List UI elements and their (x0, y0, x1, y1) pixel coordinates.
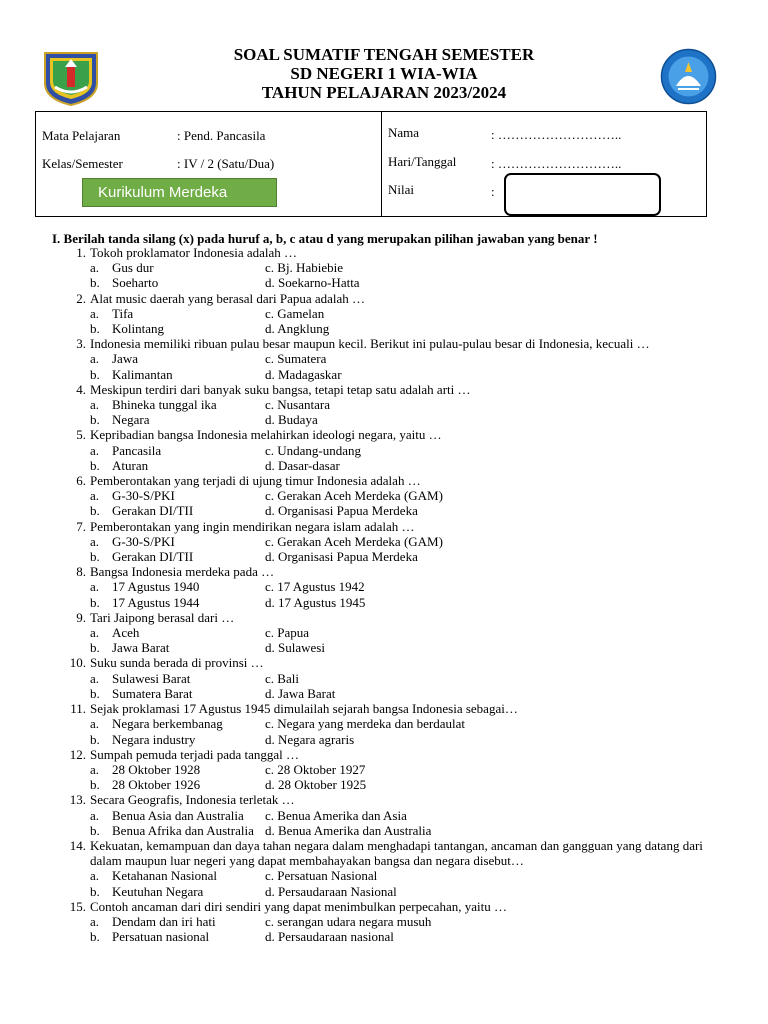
score-box[interactable] (504, 173, 661, 216)
question-text: Sejak proklamasi 17 Agustus 1945 dimulailah sejarah bangsa Indonesia sebagai… (90, 701, 518, 717)
question-number: 7. (76, 518, 86, 534)
option-a[interactable]: Pancasila (112, 442, 162, 458)
option-b[interactable]: Jawa Barat (112, 640, 170, 656)
question-number: 11. (70, 701, 86, 717)
option-d[interactable]: d. Dasar-dasar (265, 457, 340, 473)
question-text: Tari Jaipong berasal dari … (90, 609, 235, 625)
question-text: Pemberontakan yang terjadi di ujung timur Indonesia adalah … (90, 473, 421, 489)
academic-year: TAHUN PELAJARAN 2023/2024 (261, 83, 507, 102)
option-d[interactable]: d. Persaudaraan nasional (265, 929, 394, 945)
option-d[interactable]: d. Jawa Barat (265, 685, 336, 701)
option-b[interactable]: 28 Oktober 1926 (112, 777, 201, 793)
option-a[interactable]: Gus dur (112, 260, 154, 276)
option-b[interactable]: Negara (112, 412, 150, 428)
question-number: 10. (69, 655, 86, 671)
option-c[interactable]: c. Sumatera (265, 351, 327, 367)
option-a[interactable]: 17 Agustus 1940 (112, 579, 200, 595)
student-info-box (35, 111, 707, 217)
question-number: 15. (69, 898, 86, 914)
option-a[interactable]: Tifa (112, 305, 134, 321)
option-a[interactable]: Jawa (112, 351, 138, 367)
question-item: 14. Kekuatan, kemampuan dan daya tahan negara dalam menghadapi tantangan, ancaman dan gangguan yang datang dari dalam maupun luar negeri yang dapat membahayakan bangsa dan negara disebut… a. Ketahanan Nasional c. Persatuan Nasional b. Keutuhan Negara d. Persaudaraan Nasional (40, 838, 730, 899)
score-label: Nilai (388, 182, 414, 197)
question-text: Pemberontakan yang ingin mendirikan negara islam adalah … (90, 518, 415, 534)
question-number: 3. (76, 336, 86, 352)
option-d[interactable]: d. 28 Oktober 1925 (265, 777, 367, 793)
question-text: Kepribadian bangsa Indonesia melahirkan ideologi negara, yaitu … (90, 427, 442, 443)
option-b[interactable]: Sumatera Barat (112, 685, 193, 701)
option-a[interactable]: Aceh (112, 625, 140, 641)
regency-emblem-logo (41, 47, 101, 107)
question-item: 12. Sumpah pemuda terjadi pada tanggal … a. 28 Oktober 1928 c. 28 Oktober 1927 b. 28 Oktober 1926 d. 28 Oktober 1925 (40, 747, 730, 793)
day-date-field[interactable]: : ……………………….. (491, 156, 622, 171)
option-b[interactable]: Kalimantan (112, 366, 173, 382)
class-semester-label: Kelas/Semester (42, 156, 123, 171)
option-d[interactable]: d. Madagaskar (265, 366, 342, 382)
option-a[interactable]: Benua Asia dan Australia (112, 807, 244, 823)
question-item: 4. Meskipun terdiri dari banyak suku bangsa, tetapi tetap satu adalah arti … a. Bhineka tunggal ika c. Nusantara b. Negara d. Budaya (40, 382, 730, 428)
option-a[interactable]: G-30-S/PKI (112, 488, 175, 504)
section-instruction: I. Berilah tanda silang (x) pada huruf a, b, c atau d yang merupakan pilihan jawaban yang benar ! (52, 231, 598, 246)
option-c[interactable]: c. Bj. Habiebie (265, 260, 343, 276)
question-item: 8. Bangsa Indonesia merdeka pada … a. 17 Agustus 1940 c. 17 Agustus 1942 b. 17 Agustus 1944 d. 17 Agustus 1945 (40, 564, 730, 610)
question-text: Meskipun terdiri dari banyak suku bangsa, tetapi tetap satu adalah arti … (90, 381, 471, 397)
question-number: 4. (76, 381, 86, 397)
option-c[interactable]: c. Gamelan (265, 305, 325, 321)
subject-label: Mata Pelajaran (42, 128, 121, 143)
option-c[interactable]: c. Nusantara (265, 397, 330, 413)
question-text: Suku sunda berada di provinsi … (90, 655, 264, 671)
question-item: 3. Indonesia memiliki ribuan pulau besar maupun kecil. Berikut ini pulau-pulau besar di Indonesia, kecuali … a. Jawa c. Sumatera b. Kalimantan d. Madagaskar (40, 336, 730, 382)
day-date-label: Hari/Tanggal (388, 154, 457, 169)
question-number: 8. (76, 564, 86, 580)
option-c[interactable]: c. Gerakan Aceh Merdeka (GAM) (265, 488, 443, 504)
question-number: 14. (69, 837, 86, 853)
option-b[interactable]: Gerakan DI/TII (112, 503, 194, 519)
option-d[interactable]: d. 17 Agustus 1945 (265, 594, 366, 610)
question-text: Alat music daerah yang berasal dari Papua adalah … (90, 290, 366, 306)
option-b[interactable]: Aturan (112, 457, 149, 473)
question-item: 9. Tari Jaipong berasal dari … a. Aceh c. Papua b. Jawa Barat d. Sulawesi (40, 610, 730, 656)
option-c[interactable]: c. Gerakan Aceh Merdeka (GAM) (265, 533, 443, 549)
option-c[interactable]: c. 17 Agustus 1942 (265, 579, 365, 595)
question-number: 6. (76, 473, 86, 489)
option-d[interactable]: d. Sulawesi (265, 640, 325, 656)
option-b[interactable]: Keutuhan Negara (112, 883, 204, 899)
question-text: Kekuatan, kemampuan dan daya tahan negara dalam menghadapi tantangan, ancaman dan gangguan yang datang dari dalam maupun luar negeri yang dapat membahayakan bangsa dan negara disebut… (90, 837, 703, 869)
question-number: 2. (76, 290, 86, 306)
question-number: 5. (76, 427, 86, 443)
option-d[interactable]: d. Organisasi Papua Merdeka (265, 503, 418, 519)
question-item: 5. Kepribadian bangsa Indonesia melahirkan ideologi negara, yaitu … a. Pancasila c. Undang-undang b. Aturan d. Dasar-dasar (40, 427, 730, 473)
question-list (40, 245, 730, 944)
option-d[interactable]: d. Angklung (265, 321, 330, 337)
question-item: 15. Contoh ancaman dari diri sendiri yang dapat menimbulkan perpecahan, yaitu … a. Dendam dan iri hati c. serangan udara negara musuh b. Persatuan nasional d. Persaudaraan nasional (40, 899, 730, 945)
option-a[interactable]: Ketahanan Nasional (112, 868, 218, 884)
option-a[interactable]: 28 Oktober 1928 (112, 761, 201, 777)
option-d[interactable]: d. Soekarno-Hatta (265, 275, 360, 291)
option-a[interactable]: Bhineka tunggal ika (112, 397, 217, 413)
option-b[interactable]: Negara industry (112, 731, 196, 747)
question-number: 12. (69, 746, 86, 762)
option-a[interactable]: Negara berkembanag (112, 716, 223, 732)
option-c[interactable]: c. Papua (265, 625, 310, 641)
option-b[interactable]: 17 Agustus 1944 (112, 594, 200, 610)
option-c[interactable]: c. Benua Amerika dan Asia (265, 807, 407, 823)
question-item: 6. Pemberontakan yang terjadi di ujung timur Indonesia adalah … a. G-30-S/PKI c. Gerakan Aceh Merdeka (GAM) b. Gerakan DI/TII d. Organisasi Papua Merdeka (40, 473, 730, 519)
school-name: SD NEGERI 1 WIA-WIA (290, 64, 478, 83)
option-b[interactable]: Kolintang (112, 321, 164, 337)
option-b[interactable]: Gerakan DI/TII (112, 549, 194, 565)
option-d[interactable]: d. Budaya (265, 412, 318, 428)
name-label: Nama (388, 125, 420, 140)
subject-value: : Pend. Pancasila (177, 128, 266, 143)
question-number: 9. (76, 609, 86, 625)
question-number: 1. (76, 245, 86, 260)
option-c[interactable]: c. 28 Oktober 1927 (265, 761, 366, 777)
question-item: 2. Alat music daerah yang berasal dari Papua adalah … a. Tifa c. Gamelan b. Kolintang d. Angklung (40, 291, 730, 337)
option-c[interactable]: c. serangan udara negara musuh (265, 913, 432, 929)
question-item: 13. Secara Geografis, Indonesia terletak … a. Benua Asia dan Australia c. Benua Amerika dan Asia b. Benua Afrika dan Australia d. Benua Amerika dan Australia (40, 792, 730, 838)
option-c[interactable]: c. Undang-undang (265, 442, 362, 458)
question-text: Tokoh proklamator Indonesia adalah … (90, 245, 298, 260)
option-d[interactable]: d. Organisasi Papua Merdeka (265, 549, 418, 565)
option-b[interactable]: Soeharto (112, 275, 159, 291)
question-item: 10. Suku sunda berada di provinsi … a. Sulawesi Barat c. Bali b. Sumatera Barat d. Jawa Barat (40, 655, 730, 701)
question-text: Contoh ancaman dari diri sendiri yang dapat menimbulkan perpecahan, yaitu … (90, 898, 507, 914)
option-c[interactable]: c. Persatuan Nasional (265, 868, 378, 884)
option-b[interactable]: Benua Afrika dan Australia (112, 822, 254, 838)
question-text: Sumpah pemuda terjadi pada tanggal … (90, 746, 300, 762)
option-d[interactable]: d. Benua Amerika dan Australia (265, 822, 432, 838)
tut-wuri-handayani-logo (660, 48, 717, 105)
question-number: 13. (69, 792, 86, 808)
question-text: Secara Geografis, Indonesia terletak … (90, 792, 295, 808)
option-a[interactable]: G-30-S/PKI (112, 533, 175, 549)
name-field[interactable]: : ……………………….. (491, 127, 622, 142)
score-colon: : (491, 184, 495, 199)
class-semester-value: : IV / 2 (Satu/Dua) (177, 156, 275, 171)
info-divider (381, 112, 382, 216)
curriculum-badge: Kurikulum Merdeka (82, 178, 277, 207)
question-text: Indonesia memiliki ribuan pulau besar maupun kecil. Berikut ini pulau-pulau besar di Indonesia, kecuali … (90, 336, 650, 352)
option-a[interactable]: Sulawesi Barat (112, 670, 191, 686)
option-c[interactable]: c. Bali (265, 670, 299, 686)
option-d[interactable]: d. Persaudaraan Nasional (265, 883, 397, 899)
option-a[interactable]: Dendam dan iri hati (112, 913, 216, 929)
question-item: 11. Sejak proklamasi 17 Agustus 1945 dimulailah sejarah bangsa Indonesia sebagai… a. Negara berkembanag c. Negara yang merdeka dan berdaulat b. Negara industry d. Negara agraris (40, 701, 730, 747)
question-item: 7. Pemberontakan yang ingin mendirikan negara islam adalah … a. G-30-S/PKI c. Gerakan Aceh Merdeka (GAM) b. Gerakan DI/TII d. Organisasi Papua Merdeka (40, 519, 730, 565)
question-text: Bangsa Indonesia merdeka pada … (90, 564, 275, 580)
option-d[interactable]: d. Negara agraris (265, 731, 355, 747)
exam-title: SOAL SUMATIF TENGAH SEMESTER (233, 45, 535, 64)
option-c[interactable]: c. Negara yang merdeka dan berdaulat (265, 716, 465, 732)
question-item: 1. Tokoh proklamator Indonesia adalah … a. Gus dur c. Bj. Habiebie b. Soeharto d. Soekarno-Hatta (40, 245, 730, 291)
option-b[interactable]: Persatuan nasional (112, 929, 210, 945)
